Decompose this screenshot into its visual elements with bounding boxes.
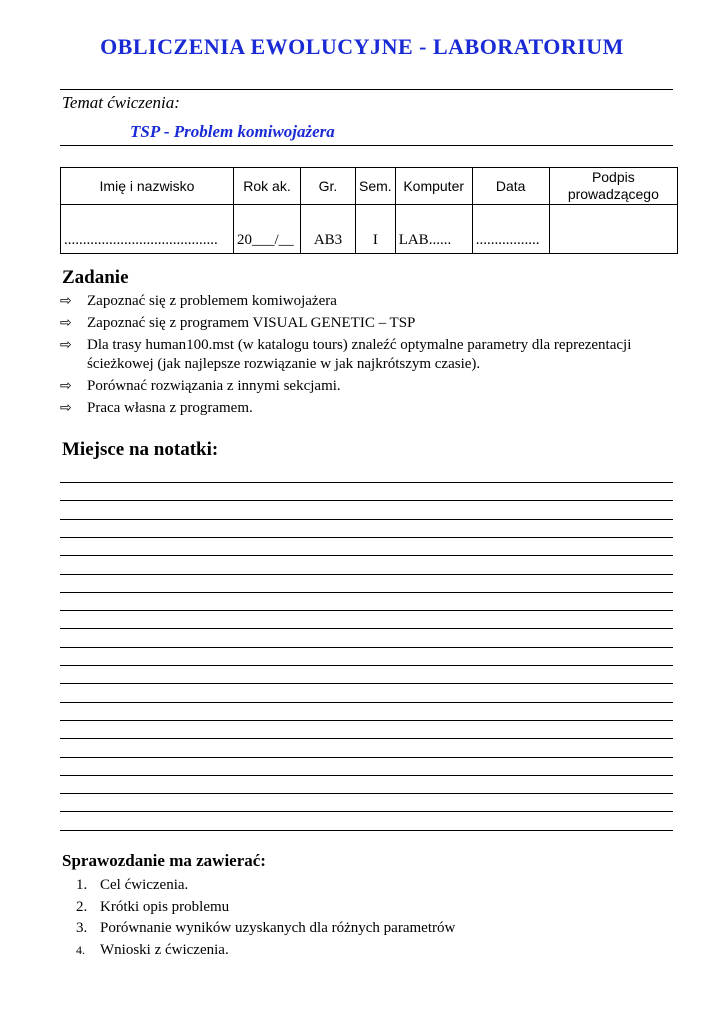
report-item — [60, 940, 455, 962]
note-line — [60, 793, 673, 794]
report-list — [60, 875, 455, 961]
header-year: Rok ak. — [234, 168, 301, 205]
note-line — [60, 628, 673, 629]
task-item: ⇨ Dla trasy human100.mst (w katalogu tours) znaleźć optymalne parametry dla reprezentacji ścieżkowej (jak najlepsze rozwiązanie w jak najkrótszym czasie). — [60, 337, 632, 372]
notes-area[interactable] — [60, 482, 673, 832]
note-line — [60, 500, 673, 501]
header-name: Imię i nazwisko — [61, 168, 234, 205]
report-item-number: 1. — [76, 877, 88, 893]
rule-top — [60, 89, 673, 90]
arrow-right-icon: ⇨ — [60, 378, 72, 394]
value-date[interactable]: ................. — [472, 205, 549, 254]
note-line — [60, 811, 673, 812]
report-item-text: Krótki opis problemu — [100, 898, 230, 915]
task-item: ⇨ Porównać rozwiązania z innymi sekcjami. — [60, 378, 341, 394]
note-line — [60, 555, 673, 556]
header-computer: Komputer — [395, 168, 472, 205]
value-name[interactable]: ......................................... — [61, 205, 234, 254]
note-line — [60, 537, 673, 538]
arrow-right-icon: ⇨ — [60, 400, 72, 416]
report-item-text: Wnioski z ćwiczenia. — [100, 941, 229, 958]
report-item — [60, 918, 455, 940]
arrow-right-icon: ⇨ — [60, 293, 72, 309]
note-line — [60, 702, 673, 703]
report-item — [60, 875, 455, 897]
value-computer[interactable]: LAB...... — [395, 205, 472, 254]
value-year[interactable]: 20___/__ — [234, 205, 301, 254]
task-list — [60, 292, 670, 421]
header-semester: Sem. — [356, 168, 396, 205]
report-item-text: Porównanie wyników uzyskanych dla różnych parametrów — [100, 920, 456, 936]
info-table — [60, 167, 678, 254]
report-item-number: 2. — [76, 898, 88, 915]
note-line — [60, 683, 673, 684]
note-line — [60, 775, 673, 776]
value-signature[interactable] — [549, 205, 677, 254]
arrow-right-icon: ⇨ — [60, 315, 72, 331]
rule-topic — [60, 145, 673, 146]
value-semester[interactable]: I — [356, 205, 396, 254]
report-item-number: 3. — [76, 920, 88, 936]
document-title: OBLICZENIA EWOLUCYJNE - LABORATORIUM — [100, 34, 624, 59]
note-line — [60, 519, 673, 520]
notes-heading: Miejsce na notatki: — [62, 439, 219, 460]
note-line — [60, 482, 673, 483]
note-line — [60, 830, 673, 831]
note-line — [60, 574, 673, 575]
topic-label: Temat ćwiczenia: — [62, 93, 180, 112]
report-item-number: 4. — [76, 942, 85, 957]
task-item: ⇨ Zapoznać się z problemem komiwojażera — [60, 293, 337, 309]
report-item-text: Cel ćwiczenia. — [100, 877, 189, 893]
header-group: Gr. — [301, 168, 356, 205]
header-signature: Podpis prowadzącego — [549, 168, 677, 205]
header-date: Data — [472, 168, 549, 205]
topic-value: TSP - Problem komiwojażera — [130, 122, 335, 141]
note-line — [60, 610, 673, 611]
value-group[interactable]: AB3 — [301, 205, 356, 254]
report-heading: Sprawozdanie ma zawierać: — [62, 851, 266, 870]
info-table-header-row — [61, 168, 678, 205]
note-line — [60, 592, 673, 593]
note-line — [60, 720, 673, 721]
task-item: ⇨ Zapoznać się z programem VISUAL GENETIC – TSP — [60, 315, 416, 331]
info-table-value-row — [61, 205, 678, 254]
note-line — [60, 757, 673, 758]
report-item — [60, 897, 455, 919]
note-line — [60, 738, 673, 739]
task-item: ⇨ Praca własna z programem. — [60, 400, 253, 416]
note-line — [60, 647, 673, 648]
arrow-right-icon: ⇨ — [60, 337, 72, 353]
note-line — [60, 665, 673, 666]
task-heading: Zadanie — [62, 267, 129, 288]
